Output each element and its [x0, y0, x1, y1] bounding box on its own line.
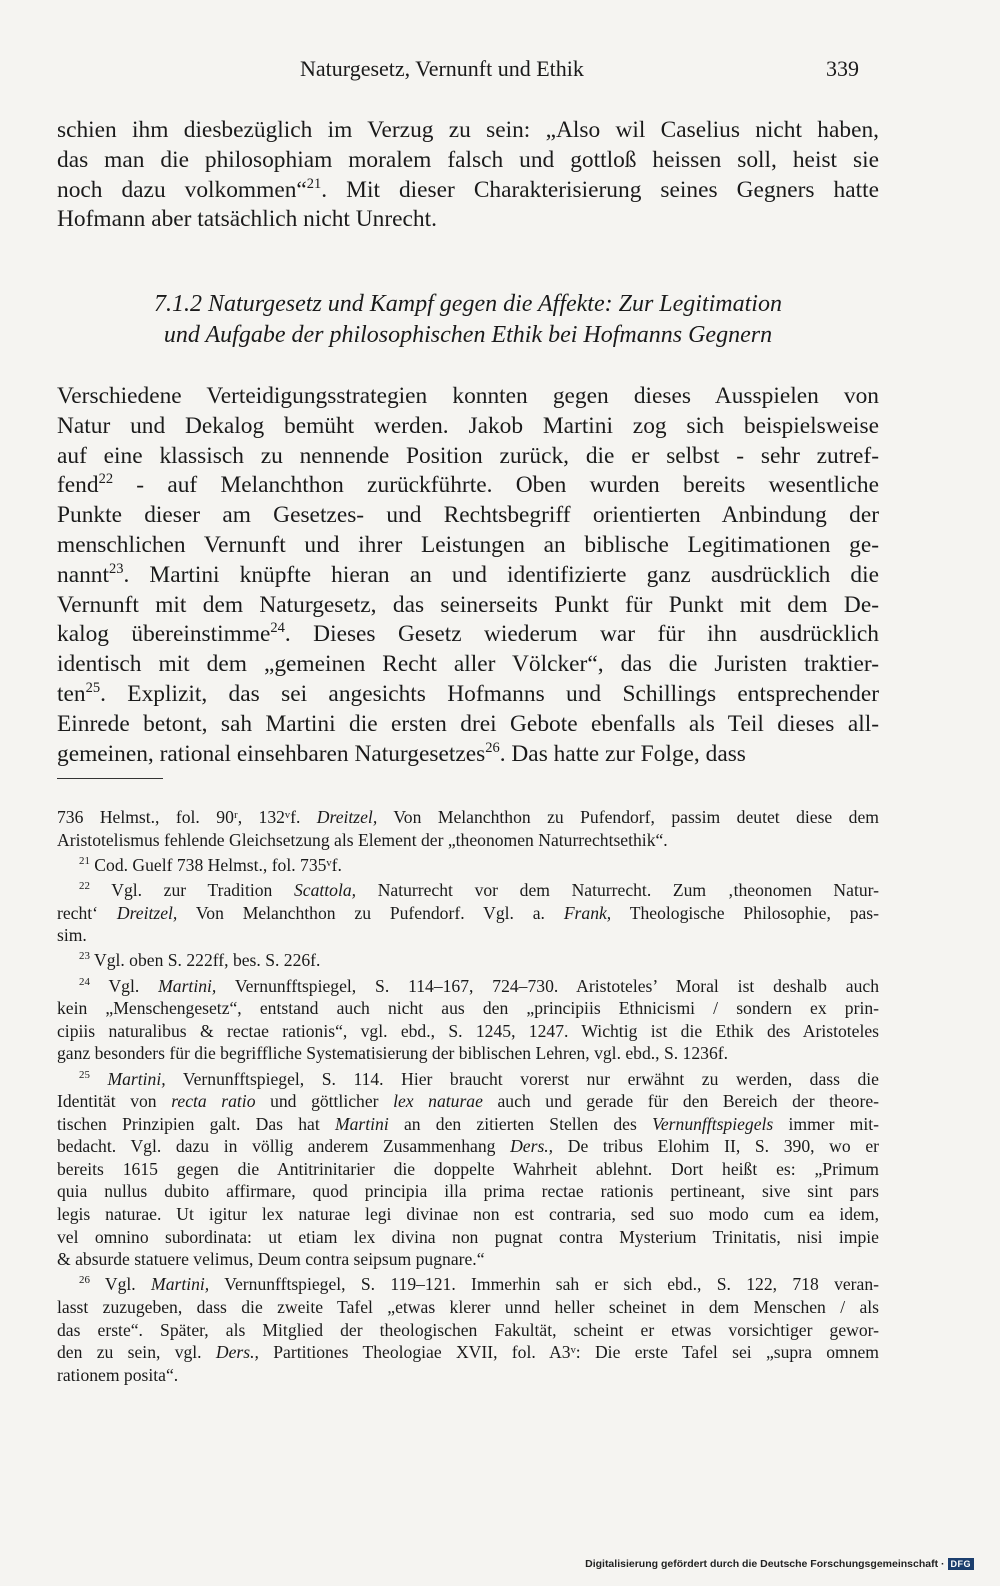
text-line: menschlichen Vernunft und ihrer Leistungen an biblische Legitimationen ge- — [57, 531, 879, 558]
footnote-line: Aristotelismus fehlende Gleichsetzung als Element der „theonomen Naturrechtsethik“. — [57, 829, 668, 850]
footnote-line: rationem posita“. — [57, 1364, 179, 1385]
footnote-separator — [57, 778, 163, 779]
footnote-reference: 26 — [485, 739, 500, 756]
footnote-reference: 21 — [306, 175, 322, 192]
footnote-line: ganz besonders für die begriffliche Systematisierung der biblischen Lehren, vgl. ebd., S. 1236f. — [57, 1043, 728, 1064]
footnote-line: $^{26}$ Vgl. Martini, Vernunfftspiegel, S. 119–121. Immerhin sah er sich ebd., S. 122, 718 veran- — [79, 1274, 879, 1295]
running-header — [0, 56, 1000, 86]
footnote-continuation — [57, 806, 879, 851]
text-line: kalog übereinstimme$^{24}$. Dieses Gesetz wiederum war für ihn ausdrücklich — [57, 620, 879, 648]
text-line: Vernunft mit dem Naturgesetz, das seinerseits Punkt für Punkt mit dem De- — [57, 591, 879, 618]
footnote-line: $^{24}$ Vgl. Martini, Vernunfftspiegel, S. 114–167, 724–730. Aristoteles’ Moral ist deshalb auch — [79, 975, 879, 996]
footnote-line: quia nullus dubito affirmare, quod principia illa prima rectae rationis pertineant, sive sint pars — [57, 1181, 879, 1202]
page-number: 339 — [826, 56, 859, 81]
paragraph-2 — [57, 382, 879, 769]
text-line: ten$^{25}$. Explizit, das sei angesichts Hofmanns und Schillings entsprechender — [57, 680, 879, 707]
footnote-reference: 23 — [108, 560, 124, 577]
text-line: fend$^{22}$ - auf Melanchthon zurückführte. Oben wurden bereits wesentliche — [57, 471, 879, 499]
footnote-number: 22 — [79, 880, 90, 893]
footnote-line: & absurde statuere velimus, Deum contra seipsum pugnare.“ — [57, 1249, 485, 1270]
heading-line: 7.1.2 Naturgesetz und Kampf gegen die Affekte: Zur Legitimation — [154, 291, 782, 317]
footnote-22 — [57, 879, 879, 947]
footnote-line: tischen Prinzipien galt. Das hat Martini an den zitierten Stellen des Vernunfftspiegels immer mit- — [57, 1113, 879, 1134]
footnote-reference: 22 — [98, 471, 114, 488]
footnote-number: 25 — [79, 1068, 90, 1081]
text-line: Einrede betont, sah Martini die ersten drei Gebote ebenfalls als Teil dieses all- — [57, 710, 879, 737]
footnote-reference: 25 — [85, 680, 101, 697]
footnote-line: den zu sein, vgl. Ders., Partitiones Theologiae XVII, fol. A3ᵛ: Die erste Tafel sei „supra omnem — [57, 1342, 879, 1363]
footnote-line: legis naturae. Ut igitur lex naturae legi divinae non est contraria, sed suo modo cum ea idem, — [57, 1204, 879, 1225]
text-line: auf eine klassisch zu nennende Position zurück, die er selbst - sehr zutref- — [57, 442, 879, 469]
watermark-text: Digitalisierung gefördert durch die Deutsche Forschungsgemeinschaft · — [585, 1558, 945, 1570]
footnote-reference: 24 — [270, 620, 285, 637]
footnote-line: cipiis naturalibus & rectae rationis“, vgl. ebd., S. 1245, 1247. Wichtig ist die Ethik des Aristoteles — [57, 1020, 879, 1041]
footnote-line: das erste“. Später, als Mitglied der theologischen Fakultät, scheint er etwas vorsichtiger gewor- — [57, 1319, 879, 1340]
footnote-line: lasst zuzugeben, dass die zweite Tafel „etwas klerer unnd heller scheinet in dem Menschen / als — [57, 1297, 879, 1318]
footnote-line: recht‘ Dreitzel, Von Melanchthon zu Pufendorf. Vgl. a. Frank, Theologische Philosophie, pas- — [57, 902, 880, 923]
text-line: Verschiedene Verteidigungsstrategien konnten gegen dieses Ausspielen von — [57, 383, 879, 409]
footnote-line: $^{25}$ Martini, Vernunfftspiegel, S. 114. Hier braucht vorerst nur erwähnt zu werden, dass die — [79, 1068, 879, 1089]
footnote-line: bedacht. Vgl. dazu in völlig anderem Zusammenhang Ders., De tribus Elohim II, S. 390, wo er — [57, 1136, 879, 1157]
text-line: Natur und Dekalog bemüht werden. Jakob Martini zog sich beispielsweise — [57, 412, 879, 439]
footnote-21 — [57, 854, 879, 877]
footnote-24 — [57, 975, 879, 1065]
footnote-25 — [57, 1068, 879, 1271]
text-line: Punkte dieser am Gesetzes- und Rechtsbegriff orientierten Anbindung der — [57, 502, 879, 529]
footnote-number: 23 — [79, 950, 90, 963]
footnote-26 — [57, 1273, 879, 1386]
text-line: nannt$^{23}$. Martini knüpfte hieran an und identifizierte ganz ausdrücklich die — [57, 560, 879, 588]
footnote-number: 24 — [79, 975, 90, 988]
footnote-number: 21 — [79, 854, 90, 867]
footnote-23 — [57, 949, 879, 972]
text-line: das man die philosophiam moralem falsch und gottloß heissen soll, heist sie — [57, 146, 879, 173]
digitization-watermark — [585, 1558, 974, 1570]
dfg-logo: DFG — [948, 1558, 975, 1570]
footnote-line: bereits 1615 gegen die Antitrinitarier die doppelte Wahrheit ablehnt. Dort heißt es: „Primum — [57, 1158, 879, 1179]
footnote-number: 26 — [79, 1274, 90, 1287]
section-heading — [57, 289, 879, 351]
footnote-line: vel omnino subordinata: ut etiam lex divina non pugnat contra Mysterium Trinitatis, nisi impie — [57, 1226, 879, 1247]
text-line: Hofmann aber tatsächlich nicht Unrecht. — [57, 206, 437, 233]
footnote-line: 736 Helmst., fol. 90ʳ, 132ᵛf. Dreitzel, Von Melanchthon zu Pufendorf, passim deutet diese dem — [57, 807, 879, 827]
text-line: identisch mit dem „gemeinen Recht aller Völcker“, das die Juristen traktier- — [57, 651, 879, 678]
running-title: Naturgesetz, Vernunft und Ethik — [300, 56, 584, 81]
text-line: schien ihm diesbezüglich im Verzug zu sein: „Also wil Caselius nicht haben, — [57, 117, 879, 143]
footnote-line: $^{21}$ Cod. Guelf 738 Helmst., fol. 735ᵛf. — [79, 854, 342, 875]
footnote-line: kein „Menschengesetz“, entstand auch nicht aus den „principiis Ethnicismi / sondern ex prin- — [57, 998, 879, 1019]
heading-line: und Aufgabe der philosophischen Ethik bei Hofmanns Gegnern — [163, 322, 773, 348]
text-line: noch dazu volkommen“$^{21}$. Mit dieser Charakterisierung seines Gegners hatte — [57, 175, 879, 203]
footnote-line: $^{22}$ Vgl. zur Tradition Scattola, Naturrecht vor dem Naturrecht. Zum ‚theonomen Natur- — [79, 879, 879, 900]
footnote-line: sim. — [57, 925, 87, 946]
footnote-line: $^{23}$ Vgl. oben S. 222ff, bes. S. 226f. — [79, 950, 321, 971]
footnote-line: Identität von recta ratio und göttlicher lex naturae auch und gerade für den Bereich der theore- — [57, 1091, 879, 1112]
footnotes — [57, 806, 879, 1389]
text-line: gemeinen, rational einsehbaren Naturgesetzes$^{26}$. Das hatte zur Folge, dass — [57, 739, 746, 767]
paragraph-1 — [57, 116, 879, 235]
